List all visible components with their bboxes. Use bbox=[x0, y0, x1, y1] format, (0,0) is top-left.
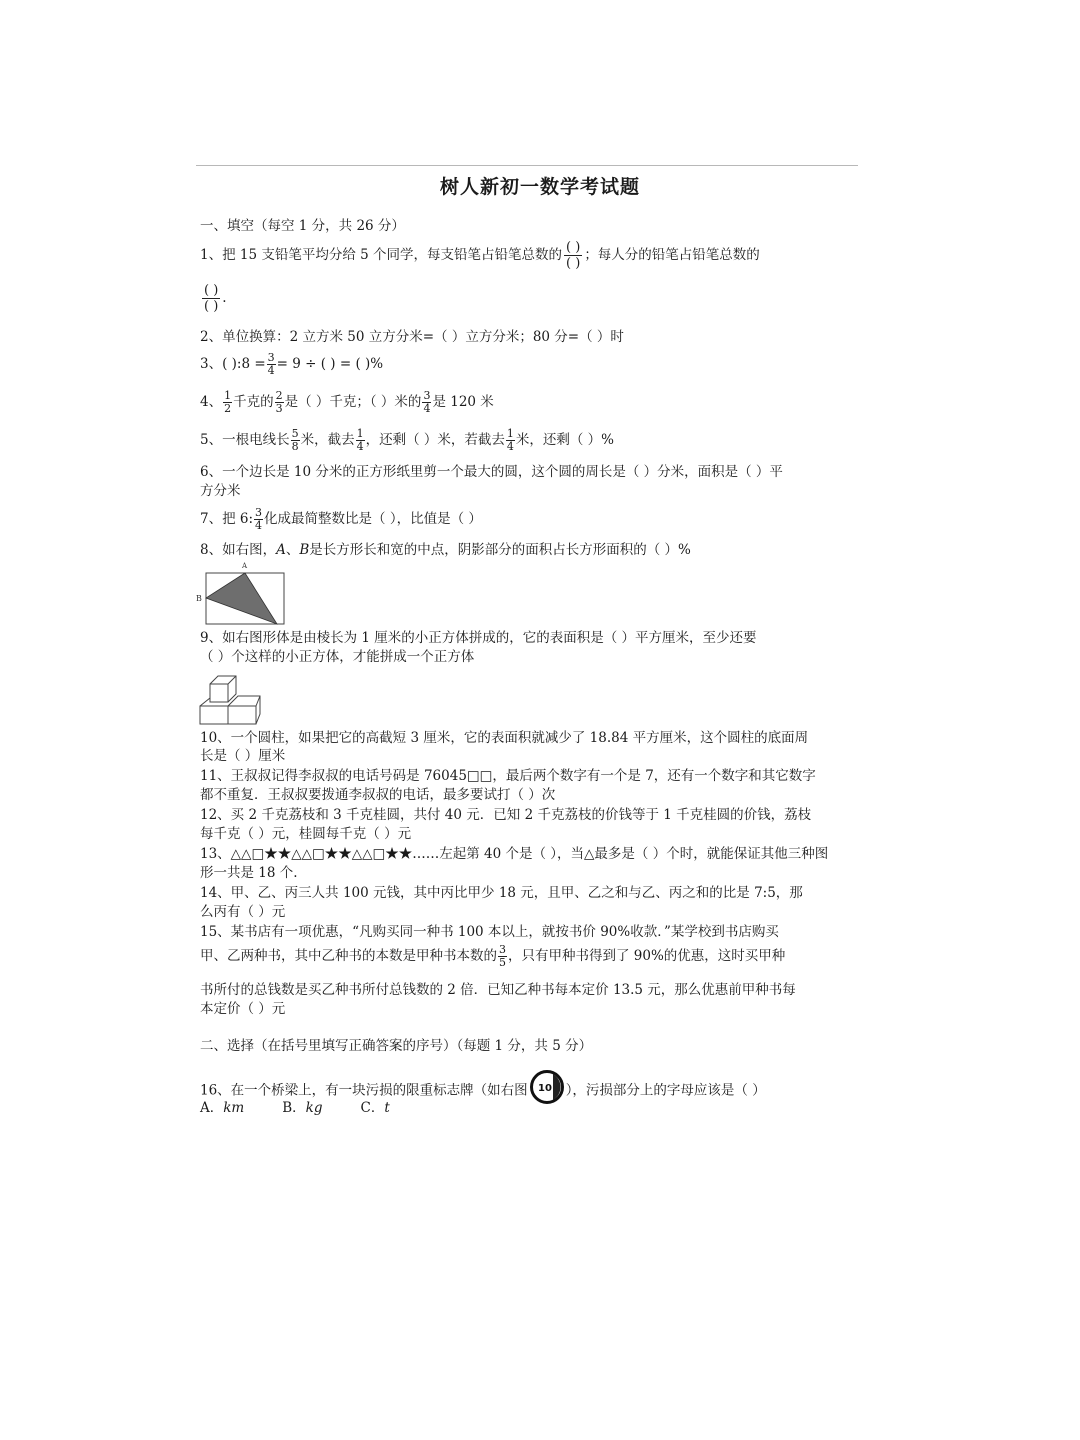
figure-label-b: B bbox=[196, 594, 202, 603]
q5-den-3: 4 bbox=[506, 440, 514, 453]
question-12-line-1: 12、买 2 千克荔枝和 3 千克桂圆，共付 40 元．已知 2 千克荔枝的价钱等于 1 千克桂圆的价钱，荔枝 bbox=[200, 807, 812, 823]
q1-blank-num-2: ( ) bbox=[204, 283, 219, 298]
question-13-line-2: 形一共是 18 个. bbox=[200, 865, 298, 881]
q5-num-2: 1 bbox=[356, 427, 364, 440]
question-15-line-1: 15、某书店有一项优惠，“凡购买同一种书 100 本以上，就按书价 90%收款．”某学校到书店购买 bbox=[200, 924, 779, 940]
q4-num-1: 1 bbox=[224, 389, 232, 402]
weight-limit-sign-graphic bbox=[530, 1070, 564, 1104]
q5-den-1: 8 bbox=[291, 440, 299, 453]
figure-label-a: A bbox=[242, 562, 248, 570]
q5-text-c: ，还剩（ ）米，若截去 bbox=[365, 432, 505, 448]
question-6-line-1: 6、一个边长是 10 分米的正方形纸里剪一个最大的圆，这个圆的周长是（ ）分米，面积是（ ）平 bbox=[200, 464, 783, 480]
bottom-right-edge bbox=[256, 696, 260, 706]
q1-blank-num-1: ( ) bbox=[566, 240, 581, 255]
q7-den: 4 bbox=[255, 519, 263, 532]
q1-text-a: 1、把 15 支铅笔平均分给 5 个同学，每支铅笔占铅笔总数的 bbox=[200, 247, 563, 263]
bottom-right-cube bbox=[228, 706, 256, 724]
q7-text-a: 7、把 6: bbox=[200, 511, 254, 527]
q15-num: 3 bbox=[499, 943, 506, 956]
cube-stack-figure bbox=[198, 666, 264, 728]
bottom-left-cube bbox=[200, 706, 228, 724]
option-a-label: A． bbox=[200, 1100, 224, 1116]
q4-text-b: 千克的 bbox=[233, 394, 274, 410]
bottom-right-edges bbox=[228, 696, 260, 724]
section-2-heading: 二、选择（在括号里填写正确答案的序号）（每题 1 分，共 5 分） bbox=[200, 1038, 593, 1054]
weight-limit-sign-icon bbox=[530, 1070, 564, 1104]
q3-fraction bbox=[267, 352, 276, 377]
q4-fraction-3 bbox=[422, 390, 431, 415]
q7-num: 3 bbox=[255, 506, 263, 519]
question-16-options bbox=[200, 1099, 390, 1117]
q4-text-c: 是（ ）千克；（ ）米的 bbox=[284, 394, 422, 410]
q4-den-1: 2 bbox=[224, 402, 232, 415]
question-15-line-4: 本定价（ ）元 bbox=[200, 1001, 286, 1017]
question-6-line-2: 方分米 bbox=[200, 483, 241, 499]
question-14-line-1: 14、甲、乙、丙三人共 100 元钱，其中丙比甲少 18 元，且甲、乙之和与乙、丙之和的比是 7:5，那 bbox=[200, 885, 803, 901]
option-c-text: t bbox=[384, 1100, 390, 1116]
q5-fraction-2 bbox=[356, 428, 365, 453]
q3-den: 4 bbox=[267, 364, 275, 377]
q3-text-a: 3、( ):8 = bbox=[200, 356, 266, 372]
q8-text-b: 是长方形长和宽的中点，阴影部分的面积占长方形面积的（ ）% bbox=[309, 542, 691, 558]
q16-text-b: ），污损部分上的字母应该是（ ） bbox=[565, 1082, 766, 1099]
q3-text-b: = 9 ÷ ( ) = ( )% bbox=[276, 356, 384, 372]
question-11-line-1: 11、王叔叔记得李叔叔的电话号码是 76045□□，最后两个数字有一个是 7，还有一个数字和其它数字 bbox=[200, 768, 816, 784]
question-1-line-1 bbox=[200, 240, 760, 271]
q4-text-d: 是 120 米 bbox=[432, 394, 494, 410]
q5-num-3: 1 bbox=[506, 427, 514, 440]
question-13-line-1: 13、△△□★★△△□★★△△□★★……左起第 40 个是（ ），当△最多是（ ）个时，就能保证其他三种图 bbox=[200, 846, 829, 862]
q15-fraction bbox=[498, 944, 507, 969]
q8-var-b: B bbox=[299, 542, 310, 558]
q1-blank-fraction-1 bbox=[564, 240, 582, 271]
question-5 bbox=[200, 428, 614, 453]
q5-text-b: 米，截去 bbox=[300, 432, 355, 448]
q8-var-a: A bbox=[276, 542, 286, 558]
option-a-text: km bbox=[223, 1100, 245, 1116]
top-cube-front bbox=[210, 684, 228, 702]
question-7 bbox=[200, 507, 482, 532]
question-9-line-1: 9、如右图形体是由棱长为 1 厘米的小正方体拼成的，它的表面积是（ ）平方厘米，至少还要 bbox=[200, 630, 757, 646]
q4-num-3: 3 bbox=[423, 389, 431, 402]
q7-text-b: 化成最简整数比是（ ），比值是（ ） bbox=[264, 511, 482, 527]
question-4 bbox=[200, 390, 494, 415]
q1-text-c: . bbox=[222, 290, 227, 306]
q5-text-d: 米，还剩（ ）% bbox=[515, 432, 615, 448]
q5-num-1: 5 bbox=[291, 427, 299, 440]
q8-text-a: 8、如右图， bbox=[200, 542, 277, 558]
q1-blank-den-1: ( ) bbox=[566, 256, 581, 271]
q7-fraction bbox=[254, 507, 263, 532]
question-11-line-2: 都不重复．王叔叔要拨通李叔叔的电话，最多要试打（ ）次 bbox=[200, 787, 556, 803]
header-rule bbox=[196, 165, 858, 166]
question-14-line-2: 么丙有（ ）元 bbox=[200, 904, 286, 920]
bottom-left-edge bbox=[200, 698, 210, 706]
rectangle-triangle-figure bbox=[196, 558, 288, 628]
option-b[interactable] bbox=[282, 1100, 322, 1116]
page-title: 树人新初一数学考试题 bbox=[439, 176, 640, 198]
question-3 bbox=[200, 352, 383, 377]
q1-blank-fraction-2 bbox=[202, 283, 220, 314]
q15-text-b: ，只有甲种书得到了 90%的优惠，这时买甲种 bbox=[508, 948, 786, 964]
option-c-label: C． bbox=[360, 1100, 385, 1116]
question-2: 2、单位换算：2 立方米 50 立方分米=（ ）立方分米；80 分=（ ）时 bbox=[200, 329, 624, 345]
q3-num: 3 bbox=[267, 351, 275, 364]
q15-text-a: 甲、乙两种书，其中乙种书的本数是甲种书本数的 bbox=[200, 948, 497, 964]
question-1-line-2 bbox=[200, 283, 227, 314]
question-8 bbox=[200, 541, 691, 559]
q5-den-2: 4 bbox=[356, 440, 364, 453]
option-c[interactable] bbox=[360, 1100, 389, 1116]
q1-blank-den-2: ( ) bbox=[204, 299, 219, 314]
q4-den-3: 4 bbox=[423, 402, 431, 415]
q16-text-a: 16、在一个桥梁上，有一块污损的限重标志牌（如右图 bbox=[200, 1082, 528, 1099]
q5-fraction-3 bbox=[506, 428, 515, 453]
q15-den: 5 bbox=[499, 956, 506, 969]
option-b-label: B． bbox=[282, 1100, 306, 1116]
question-12-line-2: 每千克（ ）元，桂圆每千克（ ）元 bbox=[200, 826, 412, 842]
q5-fraction-1 bbox=[291, 428, 300, 453]
q4-num-2: 2 bbox=[275, 389, 283, 402]
section-1-heading: 一、填空（每空 1 分，共 26 分） bbox=[200, 218, 405, 234]
option-b-text: kg bbox=[305, 1100, 323, 1116]
q5-text-a: 5、一根电线长 bbox=[200, 432, 290, 448]
question-15-line-3: 书所付的总钱数是买乙种书所付总钱数的 2 倍．已知乙种书每本定价 13.5 元，那么优惠前甲种书每 bbox=[200, 982, 796, 998]
top-cube-edge bbox=[228, 676, 236, 684]
question-9-line-2: （ ）个这样的小正方体，才能拼成一个正方体 bbox=[200, 649, 475, 665]
sign-number: 10 bbox=[537, 1083, 552, 1094]
q1-text-b: ；每人分的铅笔占铅笔总数的 bbox=[584, 247, 760, 263]
question-10-line-2: 长是（ ）厘米 bbox=[200, 748, 286, 764]
q4-text-a: 4、 bbox=[200, 394, 223, 410]
question-10-line-1: 10、一个圆柱，如果把它的高截短 3 厘米，它的表面积就减少了 18.84 平方厘米，这个圆柱的底面周 bbox=[200, 730, 809, 746]
q4-fraction-2 bbox=[275, 390, 284, 415]
q4-fraction-1 bbox=[223, 390, 232, 415]
option-a[interactable] bbox=[200, 1100, 244, 1116]
question-15-line-2 bbox=[200, 944, 785, 969]
q8-sep: 、 bbox=[285, 542, 300, 558]
q4-den-2: 3 bbox=[275, 402, 283, 415]
